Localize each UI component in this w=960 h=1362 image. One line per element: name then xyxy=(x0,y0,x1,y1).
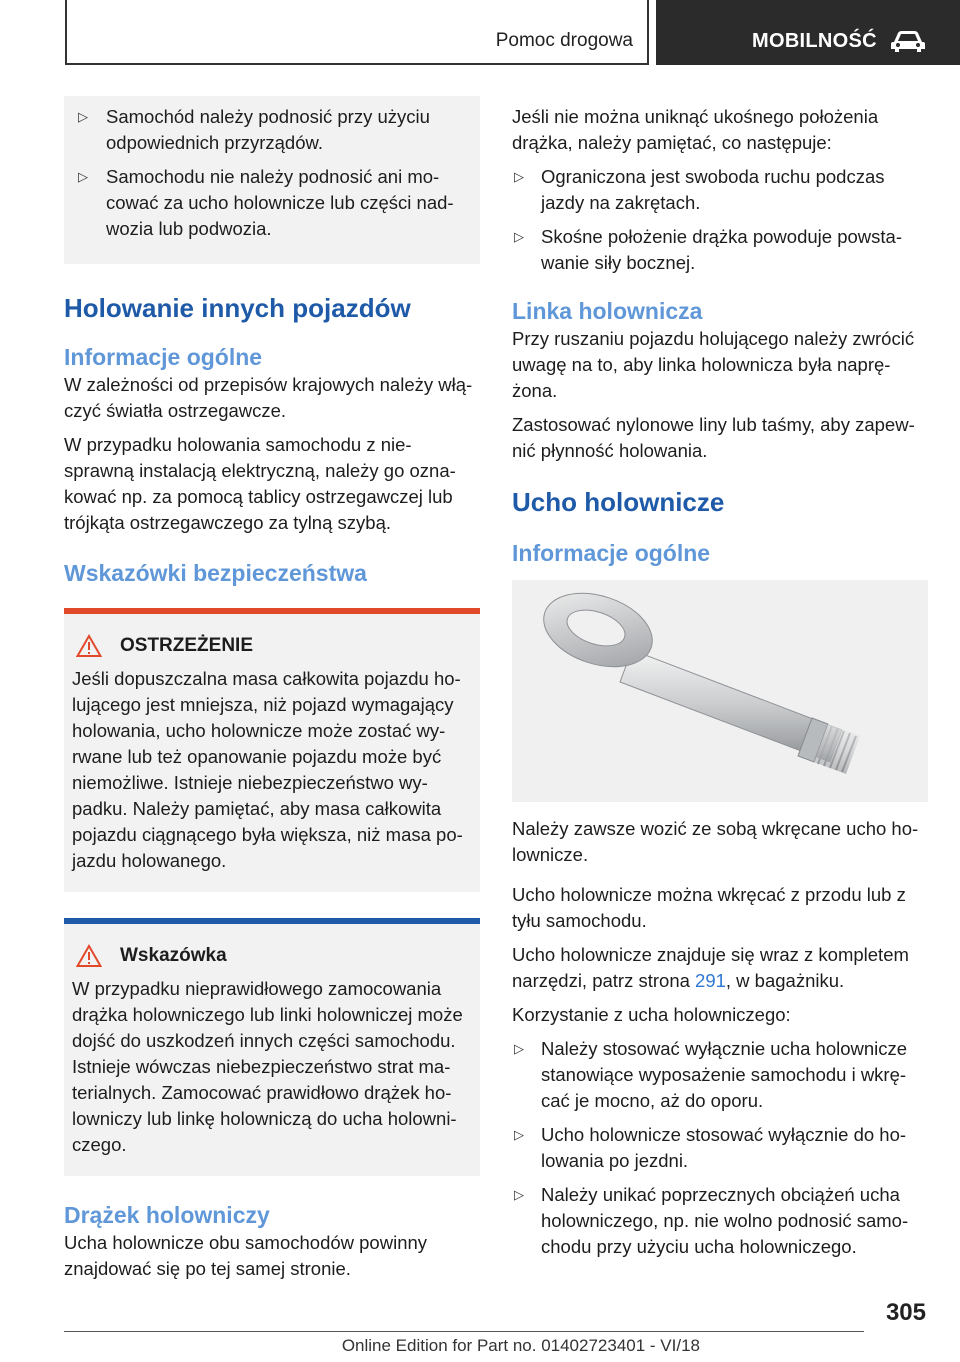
bullet-triangle-icon: ▷ xyxy=(514,1187,524,1202)
list-item: ▷ Należy unikać poprzecznych obciążeń ucha holowniczego, np. nie wolno podnosić samo-chodu przy użyciu ucha holowniczego. xyxy=(514,1184,909,1257)
paragraph: W zależności od przepisów krajowych należy włą-czyć światła ostrzegawcze. xyxy=(64,374,473,421)
header-chapter-box xyxy=(656,0,960,65)
warning-box xyxy=(64,608,480,892)
warning-text: Jeśli dopuszczalna masa całkowita pojazdu ho-lującego jest mniejsza, niż pojazd wymagający holowania, ucho holownicze może zostać wy-rwane lub też opanowanie pojazdu może być niemożliwe. Istnieje niebezpieczeństwo wy-padku. Należy pamiętać, aby masa całkowita pojazdu ciągnącego była większa, niż masa po-jazdu holowanego. xyxy=(72,668,463,871)
heading-tow-rope: Linka holownicza xyxy=(512,298,703,324)
bullet-triangle-icon: ▷ xyxy=(514,169,524,184)
hint-text: W przypadku nieprawidłowego zamocowania drążka holowniczego lub linki holowniczej może dojść do uszkodzeń innych części samochodu. Istnieje wówczas niebezpieczeństwo strat ma-terialnych. Zamocować prawidłowo drążek ho-lowniczy lub linkę holowniczą do ucha holowni-czego. xyxy=(72,978,463,1155)
warning-title: OSTRZEŻENIE xyxy=(120,635,254,656)
bullet-triangle-icon: ▷ xyxy=(514,1041,524,1056)
hint-box xyxy=(64,918,480,1176)
paragraph: Przy ruszaniu pojazdu holującego należy zwrócić uwagę na to, aby linka holownicza była naprę-żona. xyxy=(512,328,915,401)
list-item: ▷ Skośne położenie drążka powoduje powsta-wanie siły bocznej. xyxy=(514,226,902,273)
footer-edition: Online Edition for Part no. 01402723401 - VI/18 xyxy=(341,1336,700,1355)
list-item: ▷ Samochód należy podnosić przy użyciu odpowiednich przyrządów. xyxy=(78,106,430,153)
bullet-triangle-icon: ▷ xyxy=(78,109,88,124)
heading-tow-eye: Ucho holownicze xyxy=(512,487,725,517)
heading-safety-notes: Wskazówki bezpieczeństwa xyxy=(64,560,367,586)
footer-divider xyxy=(64,1331,864,1332)
paragraph: Ucha holownicze obu samochodów powinny znajdować się po tej samej stronie. xyxy=(64,1232,428,1279)
hint-icon xyxy=(76,944,102,968)
list-item: ▷ Ograniczona jest swoboda ruchu podczas jazdy na zakrętach. xyxy=(514,166,885,213)
header-section-title: Pomoc drogowa xyxy=(495,30,633,51)
list-item: ▷ Należy stosować wyłącznie ucha holownicze stanowiące wyposażenie samochodu i wkrę-cać je mocno, aż do oporu. xyxy=(514,1038,908,1111)
car-icon xyxy=(890,28,926,54)
header-chapter-title: MOBILNOŚĆ xyxy=(752,30,877,52)
paragraph: Należy zawsze wozić ze sobą wkręcane ucho ho-lownicze. xyxy=(512,818,919,865)
paragraph: Ucho holownicze można wkręcać z przodu lub z tyłu samochodu. xyxy=(512,884,906,931)
bullet-triangle-icon: ▷ xyxy=(514,229,524,244)
paragraph: W przypadku holowania samochodu z nie-sprawną instalacją elektryczną, należy go ozna-kować np. za pomocą tablicy ostrzegawczej lub trójkąta ostrzegawczego za tylną szybą. xyxy=(64,434,456,533)
page-reference-link[interactable]: 291 xyxy=(695,970,726,991)
paragraph: Zastosować nylonowe liny lub taśmy, aby zapew-nić płynność holowania. xyxy=(512,414,915,461)
paragraph: Ucho holownicze znajduje się wraz z kompletem narzędzi, patrz strona 291, w bagażniku. xyxy=(512,944,909,991)
left-column xyxy=(64,96,480,1290)
heading-tow-bar: Drążek holowniczy xyxy=(64,1202,270,1228)
right-column xyxy=(512,96,928,1268)
hint-title: Wskazówka xyxy=(120,945,227,966)
lifting-notes-box xyxy=(64,96,480,264)
heading-general-info: Informacje ogólne xyxy=(64,344,263,370)
tow-eye-image xyxy=(512,580,928,802)
header-section-box xyxy=(65,0,649,65)
bullet-triangle-icon: ▷ xyxy=(514,1127,524,1142)
paragraph: Jeśli nie można uniknąć ukośnego położenia drążka, należy pamiętać, co następuje: xyxy=(512,106,879,153)
page-number: 305 xyxy=(885,1299,926,1326)
tow-eye-illustration xyxy=(512,580,928,802)
list-item: ▷ Samochodu nie należy podnosić ani mo-cować za ucho holownicze lub części nad-wozia lub podwozia. xyxy=(78,166,454,239)
paragraph: Korzystanie z ucha holowniczego: xyxy=(512,1004,791,1025)
heading-towing-other-vehicles: Holowanie innych pojazdów xyxy=(64,293,411,323)
list-item: ▷ Ucho holownicze stosować wyłącznie do ho-lowania po jezdni. xyxy=(514,1124,907,1171)
warning-icon xyxy=(76,634,102,658)
bullet-triangle-icon: ▷ xyxy=(78,169,88,184)
heading-general-info: Informacje ogólne xyxy=(512,540,711,566)
